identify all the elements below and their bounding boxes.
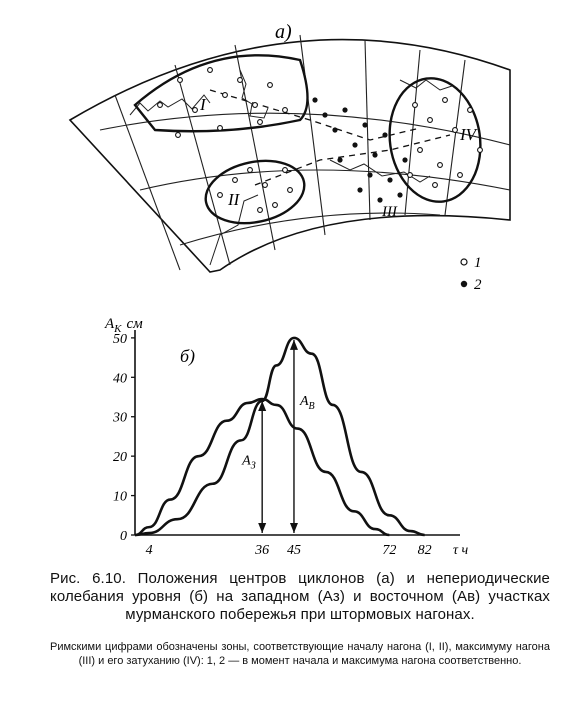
y-tick-label: 50 <box>113 331 127 347</box>
x-tick-label: 4 <box>145 543 153 558</box>
legend-label-1: 1 <box>474 255 482 271</box>
x-tick-label: 72 <box>382 543 397 558</box>
arrow-head <box>290 523 298 533</box>
y-tick-label: 30 <box>113 410 127 426</box>
zone-label-ii: II <box>228 190 240 209</box>
zone-label-iv: IV <box>460 125 477 144</box>
series-line-1 <box>135 338 425 535</box>
y-axis-label: $A_K$ см <box>105 316 143 335</box>
series-layer <box>135 338 425 535</box>
x-ticks <box>146 543 432 558</box>
legend-open-marker <box>461 259 467 265</box>
map-legend <box>461 255 482 293</box>
zone-label-iii: III <box>382 204 397 220</box>
map-figure <box>60 10 520 293</box>
y-tick-label: 40 <box>113 371 127 387</box>
arrow-head <box>290 340 298 350</box>
chart-panel-label: б) <box>180 346 196 366</box>
series-label-av: $A_В$ <box>299 393 315 412</box>
figure-caption: Рис. 6.10. Положения центров циклонов (а) и непериодические колебания уровня (б) на западном (Аз) и восточном (Ав) участках мурманского побережья при штормовых нагонах. <box>50 570 550 623</box>
figure-note: Римскими цифрами обозначены зоны, соответствующие началу нагона (I, II), максимуму нагона (III) и его затуханию (IV): 1, 2 — в момент начала и максимума нагона соответственно. <box>50 641 550 667</box>
y-ticks <box>112 332 135 544</box>
zone-boundaries <box>135 55 488 231</box>
x-tick-label: 36 <box>255 543 270 558</box>
legend-label-2: 2 <box>474 277 482 293</box>
map-outline <box>70 40 510 272</box>
y-tick-label: 0 <box>120 529 127 544</box>
zone-label-i: I <box>200 95 206 114</box>
map-panel-label: а) <box>275 21 292 43</box>
x-tick-label: 45 <box>286 543 301 558</box>
x-axis-label: τ ч <box>453 543 469 558</box>
legend-filled-marker <box>461 281 467 287</box>
x-tick-label: 82 <box>417 543 432 558</box>
y-tick-label: 20 <box>113 450 127 466</box>
y-tick-label: 10 <box>113 489 127 505</box>
arrow-head <box>258 523 266 533</box>
parallels <box>100 113 510 245</box>
series-label-az: $A_З$ <box>242 453 256 472</box>
chart-figure <box>80 300 500 565</box>
